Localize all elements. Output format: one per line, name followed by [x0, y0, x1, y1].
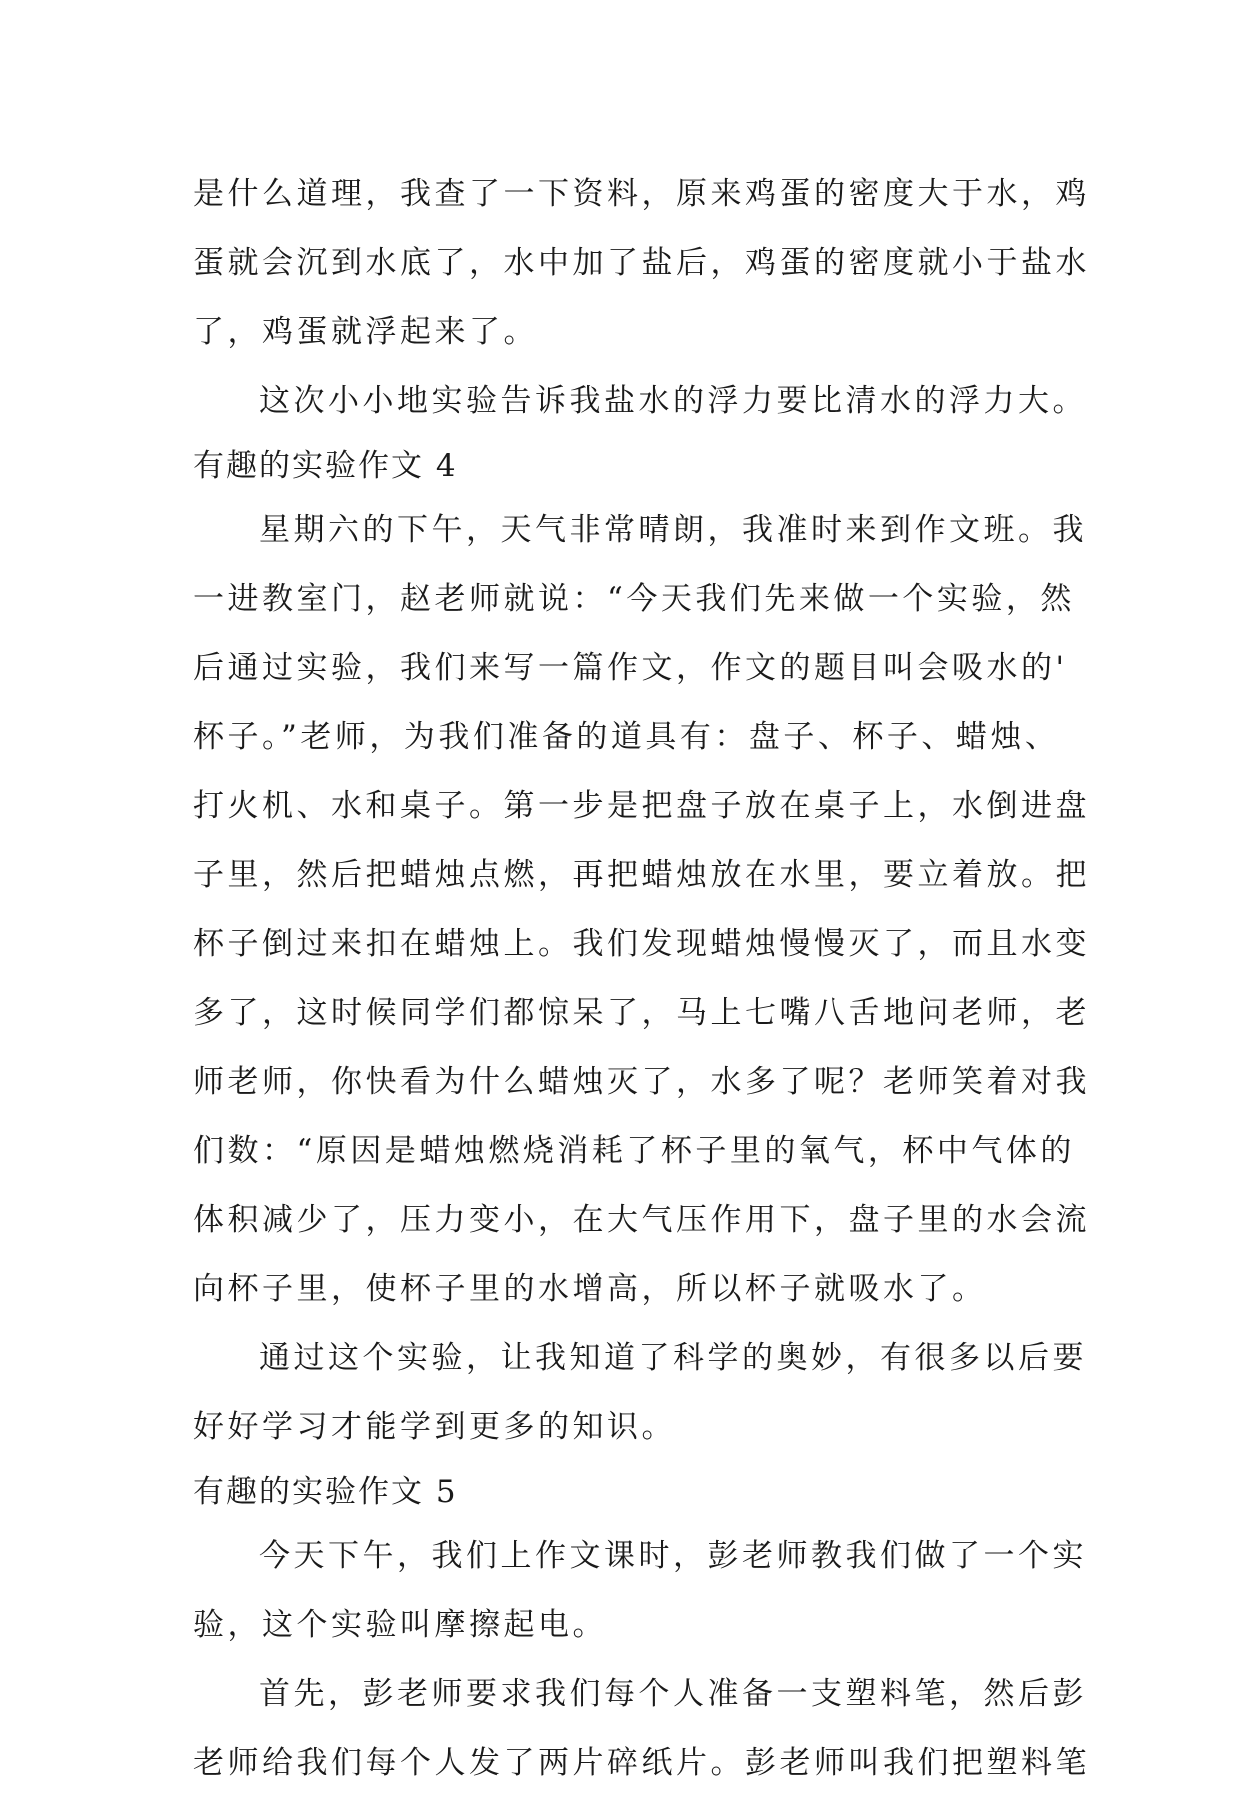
- section-heading: 有趣的实验作文 5: [193, 1474, 458, 1510]
- text-line: 后通过实验，我们来写一篇作文，作文的题目叫会吸水的': [193, 650, 1068, 686]
- text-line: 多了，这时候同学们都惊呆了，马上七嘴八舌地问老师，老: [193, 995, 1090, 1031]
- text-line: 杯子倒过来扣在蜡烛上。我们发现蜡烛慢慢灭了，而且水变: [193, 926, 1090, 962]
- text-line: 子里，然后把蜡烛点燃，再把蜡烛放在水里，要立着放。把: [193, 857, 1090, 893]
- paragraph-start: 今天下午，我们上作文课时，彭老师教我们做了一个实: [259, 1538, 1087, 1574]
- text-line: 老师给我们每个人发了两片碎纸片。彭老师叫我们把塑料笔: [193, 1745, 1090, 1781]
- text-line: 体积减少了，压力变小，在大气压作用下，盘子里的水会流: [193, 1202, 1090, 1238]
- paragraph-start: 通过这个实验，让我知道了科学的奥妙，有很多以后要: [259, 1340, 1087, 1376]
- text-line: 杯子。”老师，为我们准备的道具有：盘子、杯子、蜡烛、: [193, 719, 1060, 755]
- text-line: 向杯子里，使杯子里的水增高，所以杯子就吸水了。: [193, 1271, 987, 1307]
- paragraph-start: 首先，彭老师要求我们每个人准备一支塑料笔，然后彭: [259, 1676, 1087, 1712]
- text-line: 蛋就会沉到水底了，水中加了盐后，鸡蛋的密度就小于盐水: [193, 245, 1090, 281]
- text-line: 验，这个实验叫摩擦起电。: [193, 1607, 607, 1643]
- document-body: [193, 160, 1090, 1798]
- text-line: 好好学习才能学到更多的知识。: [193, 1409, 676, 1445]
- text-line: 们数：“原因是蜡烛燃烧消耗了杯子里的氧气，杯中气体的: [193, 1133, 1075, 1169]
- text-line: 是什么道理，我查了一下资料，原来鸡蛋的密度大于水，鸡: [193, 176, 1090, 212]
- section-heading: 有趣的实验作文 4: [193, 448, 458, 484]
- paragraph-start: 星期六的下午，天气非常晴朗，我准时来到作文班。我: [259, 512, 1087, 548]
- text-line: 了，鸡蛋就浮起来了。: [193, 314, 538, 350]
- text-line: 一进教室门，赵老师就说：“今天我们先来做一个实验，然: [193, 581, 1075, 617]
- paragraph-start: 这次小小地实验告诉我盐水的浮力要比清水的浮力大。: [259, 383, 1087, 419]
- text-line: 打火机、水和桌子。第一步是把盘子放在桌子上，水倒进盘: [193, 788, 1090, 824]
- text-line: 师老师，你快看为什么蜡烛灭了，水多了呢？老师笑着对我: [193, 1064, 1090, 1100]
